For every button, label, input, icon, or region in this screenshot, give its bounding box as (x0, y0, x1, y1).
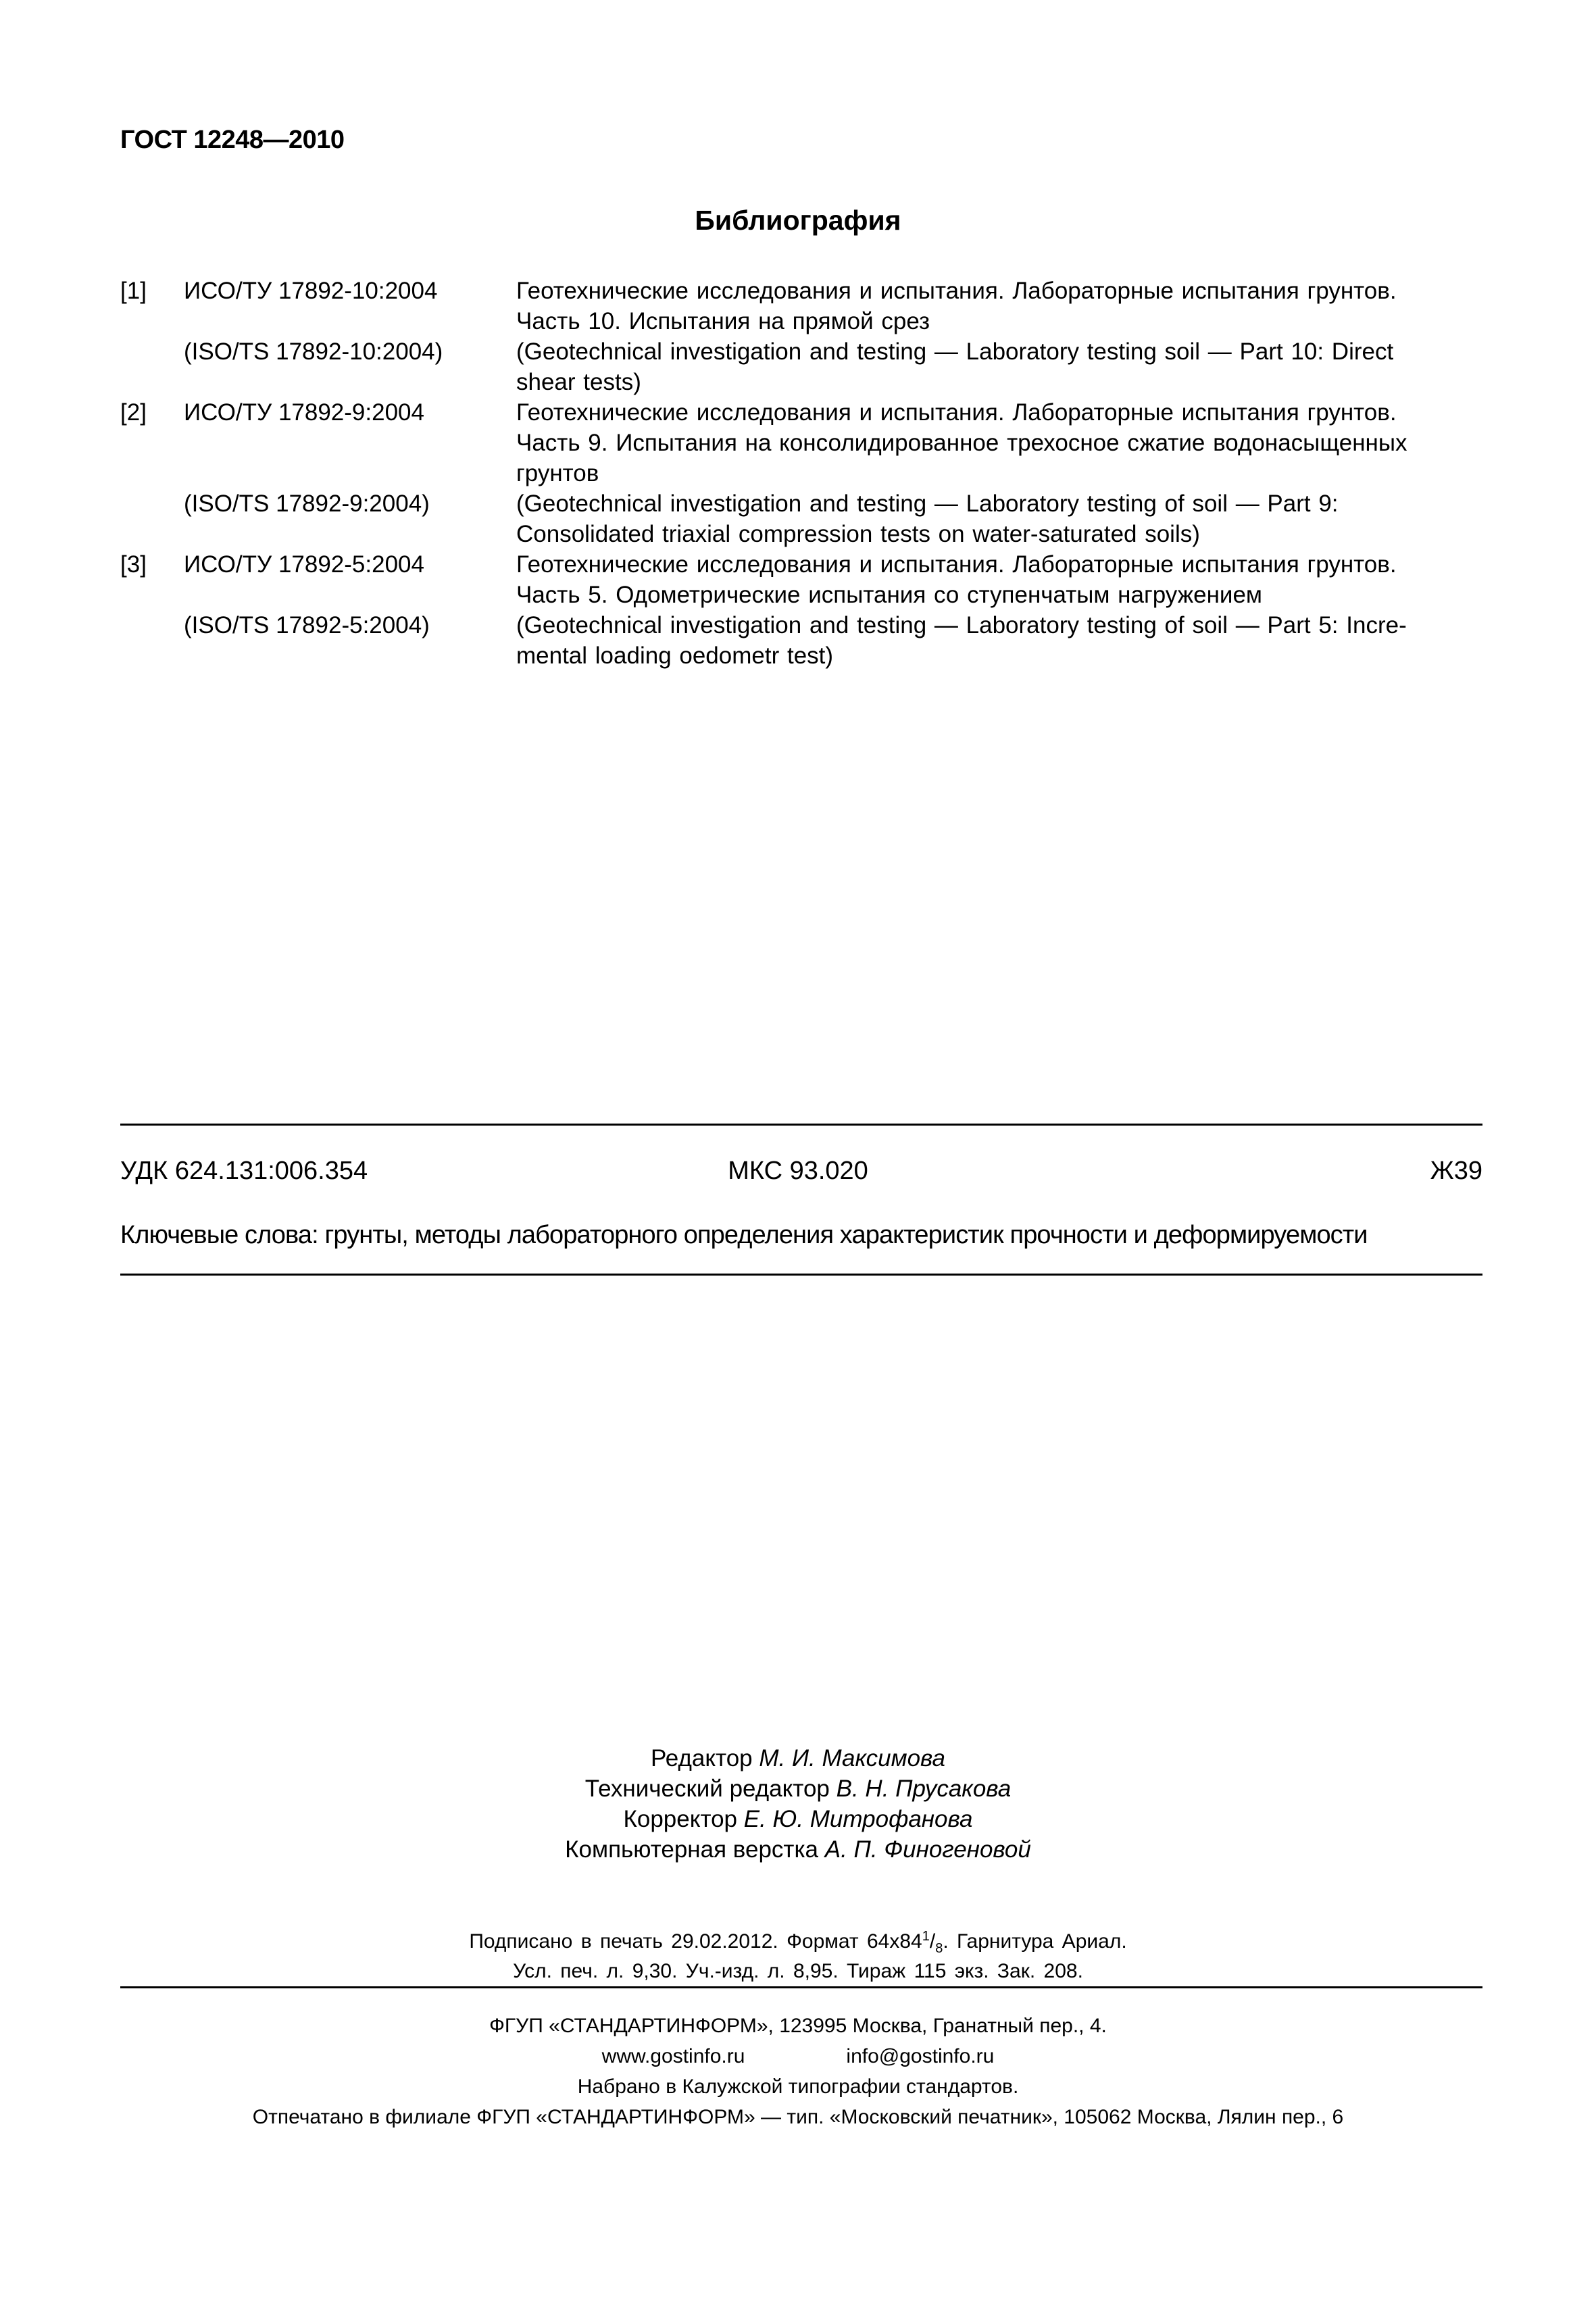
entry-text-line: Геотехнические исследования и испытания. Лабораторные испытания грунтов. (516, 399, 1397, 426)
entry-ru-code: ИСО/ТУ 17892-5:2004 (184, 551, 424, 578)
entry-en-code: (ISO/TS 17892-9:2004) (184, 491, 430, 517)
entry-en-title (516, 488, 1482, 549)
credit-name: М. И. Максимова (759, 1745, 946, 1771)
credit-name: А. П. Финогеновой (824, 1836, 1031, 1863)
email-link[interactable]: info@gostinfo.ru (846, 2045, 995, 2067)
classification-code: Ж39 (1430, 1157, 1482, 1185)
entry-ru-title (516, 397, 1482, 488)
format-sub: 8 (935, 1941, 943, 1956)
credit-role: Компьютерная верстка (565, 1836, 818, 1863)
entry-number: [1] (120, 278, 147, 304)
credits (0, 1743, 1596, 1865)
entry-en-code: (ISO/TS 17892-5:2004) (184, 612, 430, 638)
standard-id: ГОСТ 12248—2010 (120, 126, 345, 154)
entry-text-line: mental loading oedometr test) (516, 643, 834, 669)
credit-name: Е. Ю. Митрофанова (743, 1806, 973, 1832)
entry-ru-code: ИСО/ТУ 17892-10:2004 (184, 278, 438, 304)
printed-info: Отпечатано в филиале ФГУП «СТАНДАРТИНФОРМ» — тип. «Московский печатник», 105062 Москва, Лялин пер., 6 (252, 2106, 1344, 2128)
entry-text-line: Часть 5. Одометрические испытания со ступенчатым нагружением (516, 582, 1262, 608)
print-font: . Гарнитура Ариал. (943, 1930, 1127, 1953)
mks-code: МКС 93.020 (728, 1157, 868, 1185)
bibliography-title: Библиография (695, 205, 901, 236)
credit-line (0, 1743, 1596, 1774)
credit-role: Корректор (623, 1806, 738, 1832)
entry-text-line: (Geotechnical investigation and testing — Laboratory testing soil — Part 10: Direct (516, 338, 1394, 365)
print-info (0, 1927, 1596, 1986)
divider (120, 1986, 1482, 1988)
credit-line (0, 1834, 1596, 1865)
credit-line (0, 1774, 1596, 1804)
bibliography-entry (120, 549, 1482, 610)
entry-ru-title (516, 549, 1482, 610)
format-sup: 1 (922, 1929, 930, 1944)
entry-text-line: shear tests) (516, 369, 641, 395)
bibliography-entry (120, 397, 1482, 488)
publisher-info (0, 2011, 1596, 2132)
print-line (0, 1927, 1596, 1957)
entry-text-line: Геотехнические исследования и испытания. Лабораторные испытания грунтов. (516, 278, 1397, 304)
udk-code: УДК 624.131:006.354 (120, 1157, 368, 1185)
bibliography-entry-en (120, 610, 1482, 671)
credit-name: В. Н. Прусакова (836, 1776, 1012, 1802)
entry-ru-title (516, 276, 1482, 336)
entry-en-code: (ISO/TS 17892-10:2004) (184, 338, 443, 365)
credit-line (0, 1804, 1596, 1834)
print-line: Усл. печ. л. 9,30. Уч.-изд. л. 8,95. Тираж 115 экз. Зак. 208. (513, 1960, 1083, 1982)
keywords: Ключевые слова: грунты, методы лабораторного определения характеристик прочности и деформируемости (120, 1221, 1368, 1249)
entry-text-line: Геотехнические исследования и испытания. Лабораторные испытания грунтов. (516, 551, 1397, 578)
entry-text-line: Consolidated triaxial compression tests on water-saturated soils) (516, 521, 1200, 547)
entry-ru-code: ИСО/ТУ 17892-9:2004 (184, 399, 424, 426)
bibliography-entry (120, 276, 1482, 336)
format-slash: / (929, 1930, 936, 1953)
print-signed: Подписано в печать 29.02.2012. Формат 64x84 (469, 1930, 922, 1953)
entry-text-line: Часть 10. Испытания на прямой срез (516, 308, 930, 334)
website-link[interactable]: www.gostinfo.ru (601, 2045, 745, 2067)
bibliography-entry-en (120, 336, 1482, 397)
entry-text-line: (Geotechnical investigation and testing — Laboratory testing of soil — Part 5: Incre- (516, 612, 1407, 638)
credit-role: Редактор (650, 1745, 753, 1771)
bibliography-list (120, 276, 1482, 671)
publisher-contacts (0, 2041, 1596, 2071)
entry-en-title (516, 610, 1482, 671)
entry-text-line: Часть 9. Испытания на консолидированное трехосное сжатие водонасыщенных (516, 430, 1407, 456)
divider (120, 1124, 1482, 1126)
publisher-address: ФГУП «СТАНДАРТИНФОРМ», 123995 Москва, Гранатный пер., 4. (489, 2015, 1107, 2037)
divider (120, 1274, 1482, 1276)
entry-number: [2] (120, 399, 147, 426)
bibliography-entry-en (120, 488, 1482, 549)
credit-role: Технический редактор (584, 1776, 830, 1802)
typeset-info: Набрано в Калужской типографии стандартов. (577, 2076, 1019, 2098)
entry-text-line: грунтов (516, 460, 599, 486)
entry-en-title (516, 336, 1482, 397)
entry-number: [3] (120, 551, 147, 578)
entry-text-line: (Geotechnical investigation and testing — Laboratory testing of soil — Part 9: (516, 491, 1339, 517)
